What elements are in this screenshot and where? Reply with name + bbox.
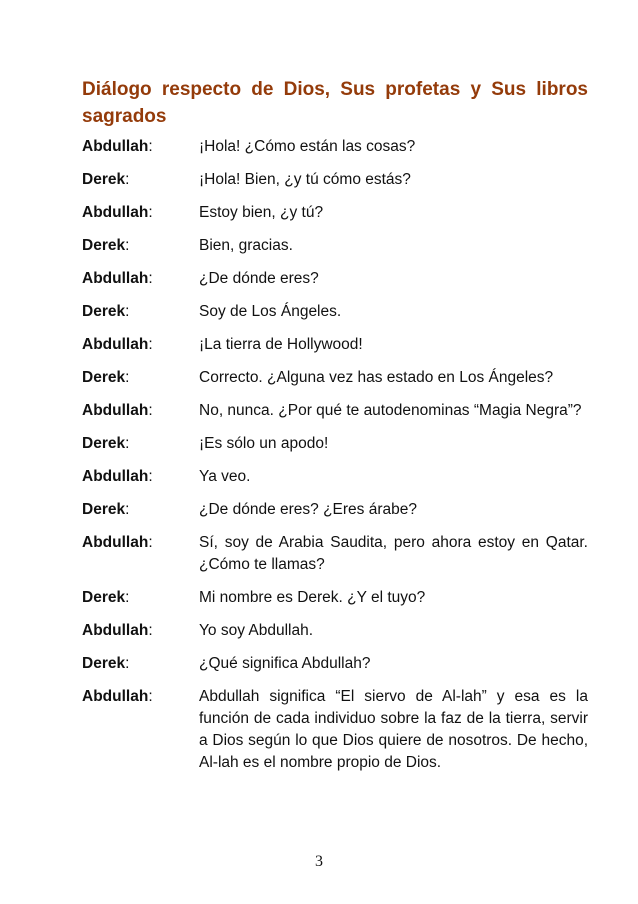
speaker-name: Abdullah [82, 534, 149, 551]
dialogue-turn [82, 587, 588, 609]
dialogue-turn [82, 367, 588, 389]
dialogue-line: Mi nombre es Derek. ¿Y el tuyo? [199, 589, 426, 606]
dialogue-turn [82, 653, 588, 675]
speaker-name: Abdullah [82, 468, 149, 485]
speaker-label [82, 202, 199, 224]
speaker-label [82, 499, 199, 521]
speaker-label [82, 235, 199, 257]
dialogue-turn [82, 235, 588, 257]
speaker-name: Abdullah [82, 204, 149, 221]
speaker-label [82, 400, 199, 422]
dialogue-line: ¿De dónde eres? [199, 270, 319, 287]
dialogue-line: ¡Es sólo un apodo! [199, 435, 329, 452]
dialogue-line: ¿De dónde eres? ¿Eres árabe? [199, 501, 417, 518]
dialogue-line: Yo soy Abdullah. [199, 622, 314, 639]
speaker-label [82, 268, 199, 290]
speaker-label [82, 620, 199, 642]
dialogue-turn [82, 499, 588, 521]
dialogue-turn [82, 169, 588, 191]
speaker-name: Abdullah [82, 622, 149, 639]
speaker-label [82, 301, 199, 323]
speaker-label [82, 367, 199, 389]
dialogue-line: Correcto. ¿Alguna vez has estado en Los Ángeles? [199, 369, 554, 386]
dialogue-line: ¡Hola! ¿Cómo están las cosas? [199, 138, 416, 155]
speaker-label [82, 653, 199, 675]
dialogue-turn [82, 268, 588, 290]
dialogue-turn [82, 136, 588, 158]
speaker-name: Abdullah [82, 138, 149, 155]
dialogue-line: No, nunca. ¿Por qué te autodenominas “Magia Negra”? [199, 402, 582, 419]
speaker-name: Derek [82, 303, 126, 320]
speaker-label [82, 169, 199, 191]
page-number: 3 [315, 853, 323, 870]
speaker-label [82, 433, 199, 455]
speaker-label [82, 466, 199, 488]
dialogue-line: ¿Qué significa Abdullah? [199, 655, 371, 672]
speaker-name: Abdullah [82, 402, 149, 419]
dialogue-list [82, 136, 588, 774]
speaker-label [82, 686, 199, 708]
dialogue-turn [82, 686, 588, 774]
speaker-name: Abdullah [82, 270, 149, 287]
speaker-name: Derek [82, 171, 126, 188]
speaker-name: Derek [82, 237, 126, 254]
speaker-colon: : [125, 171, 130, 188]
speaker-colon: : [125, 237, 130, 254]
dialogue-line: Ya veo. [199, 468, 251, 485]
speaker-colon: : [125, 589, 130, 606]
dialogue-line: ¡La tierra de Hollywood! [199, 336, 363, 353]
speaker-colon: : [125, 501, 130, 518]
dialogue-turn [82, 334, 588, 356]
speaker-colon: : [125, 369, 130, 386]
dialogue-turn [82, 433, 588, 455]
dialogue-turn [82, 400, 588, 422]
dialogue-turn [82, 466, 588, 488]
speaker-name: Derek [82, 435, 126, 452]
speaker-label [82, 334, 199, 356]
speaker-colon: : [148, 336, 153, 353]
speaker-colon: : [125, 435, 130, 452]
speaker-colon: : [148, 534, 153, 551]
dialogue-line: Abdullah significa “El siervo de Al-lah” y esa es la función de cada individuo sobre la faz de la tierra, servir a Dios según lo que Dios quiere de nosotros. De hecho, Al-lah es el nombre propio de Dios. [199, 688, 588, 771]
dialogue-line: Sí, soy de Arabia Saudita, pero ahora estoy en Qatar. ¿Cómo te llamas? [199, 534, 588, 573]
dialogue-line: Soy de Los Ángeles. [199, 303, 342, 320]
speaker-colon: : [125, 303, 130, 320]
section-title: Diálogo respecto de Dios, Sus profetas y Sus libros sagrados [82, 79, 588, 127]
speaker-label [82, 136, 199, 158]
speaker-name: Abdullah [82, 336, 149, 353]
speaker-name: Abdullah [82, 688, 149, 705]
dialogue-turn [82, 202, 588, 224]
dialogue-turn [82, 532, 588, 576]
speaker-colon: : [148, 204, 153, 221]
speaker-name: Derek [82, 501, 126, 518]
dialogue-line: Bien, gracias. [199, 237, 293, 254]
dialogue-turn [82, 620, 588, 642]
speaker-colon: : [148, 270, 153, 287]
dialogue-line: ¡Hola! Bien, ¿y tú cómo estás? [199, 171, 411, 188]
speaker-name: Derek [82, 369, 126, 386]
dialogue-turn [82, 301, 588, 323]
speaker-colon: : [148, 138, 153, 155]
document-page [82, 76, 588, 785]
speaker-name: Derek [82, 589, 126, 606]
speaker-label [82, 587, 199, 609]
speaker-colon: : [148, 622, 153, 639]
speaker-colon: : [148, 468, 153, 485]
speaker-colon: : [148, 688, 153, 705]
speaker-colon: : [148, 402, 153, 419]
speaker-name: Derek [82, 655, 126, 672]
speaker-colon: : [125, 655, 130, 672]
dialogue-line: Estoy bien, ¿y tú? [199, 204, 324, 221]
speaker-label [82, 532, 199, 554]
